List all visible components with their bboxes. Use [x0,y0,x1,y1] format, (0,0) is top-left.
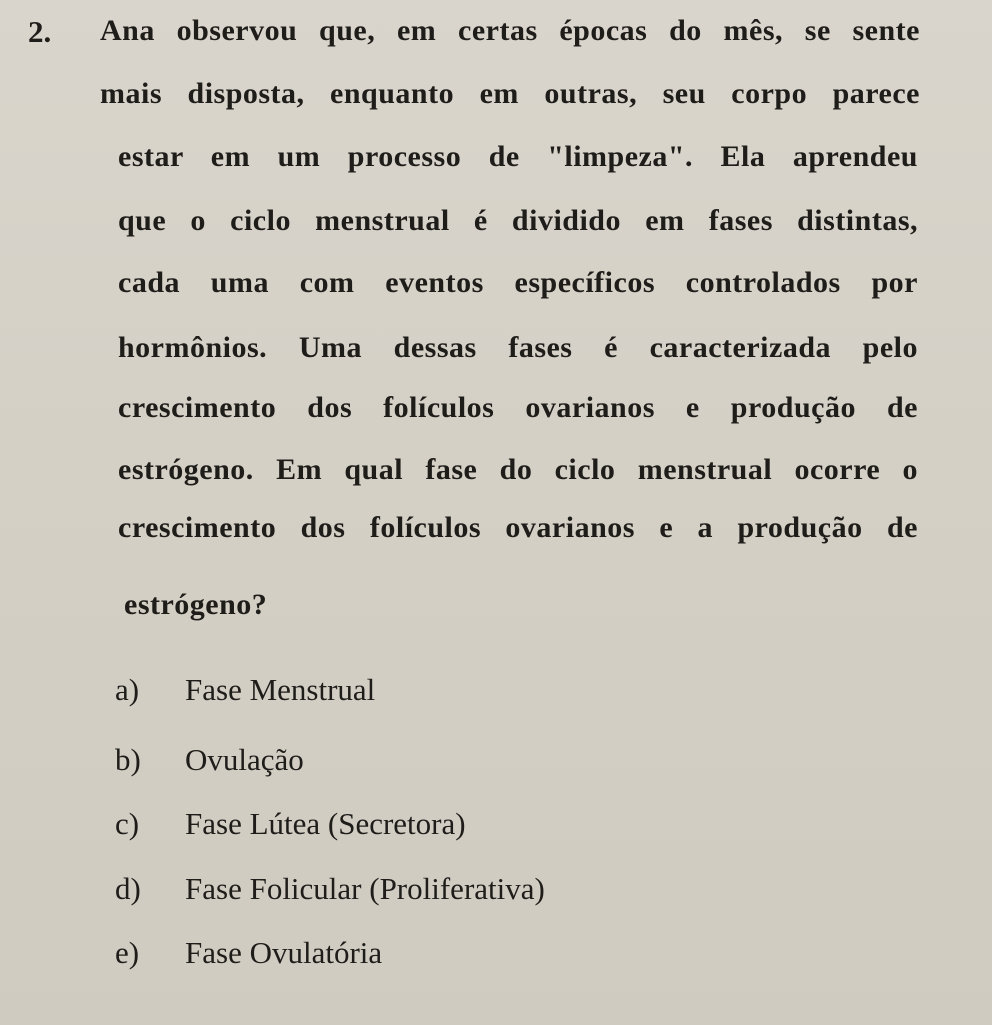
option-e[interactable] [115,935,382,971]
option-text: Fase Lútea (Secretora) [185,806,466,841]
option-c[interactable] [115,806,466,842]
option-letter: e) [115,935,140,970]
question-stem-line: mais disposta, enquanto em outras, seu corpo parece [100,77,920,110]
question-stem-line: Ana observou que, em certas épocas do mês, se sente [100,14,920,47]
option-text: Fase Menstrual [185,672,376,707]
option-letter: d) [115,871,141,906]
question-number: 2. [28,14,52,49]
option-letter: c) [115,806,140,841]
question-stem-line: hormônios. Uma dessas fases é caracterizada pelo [118,331,918,364]
option-letter: a) [115,672,140,707]
question-stem-line: crescimento dos folículos ovarianos e a produção de [118,511,918,544]
option-text: Fase Ovulatória [185,935,383,970]
question-stem-line: crescimento dos folículos ovarianos e produção de [118,391,918,424]
question-stem-line: cada uma com eventos específicos controlados por [118,266,918,299]
question-stem-line: estar em um processo de "limpeza". Ela aprendeu [118,140,918,173]
option-text: Fase Folicular (Proliferativa) [185,871,545,906]
question-stem-line: que o ciclo menstrual é dividido em fases distintas, [118,204,918,237]
option-a[interactable] [115,672,375,708]
option-letter: b) [115,742,141,777]
option-b[interactable] [115,742,304,778]
option-text: Ovulação [185,742,304,777]
question-stem-line: estrógeno? [124,588,268,621]
question-stem-line: estrógeno. Em qual fase do ciclo menstrual ocorre o [118,453,918,486]
option-d[interactable] [115,871,545,907]
